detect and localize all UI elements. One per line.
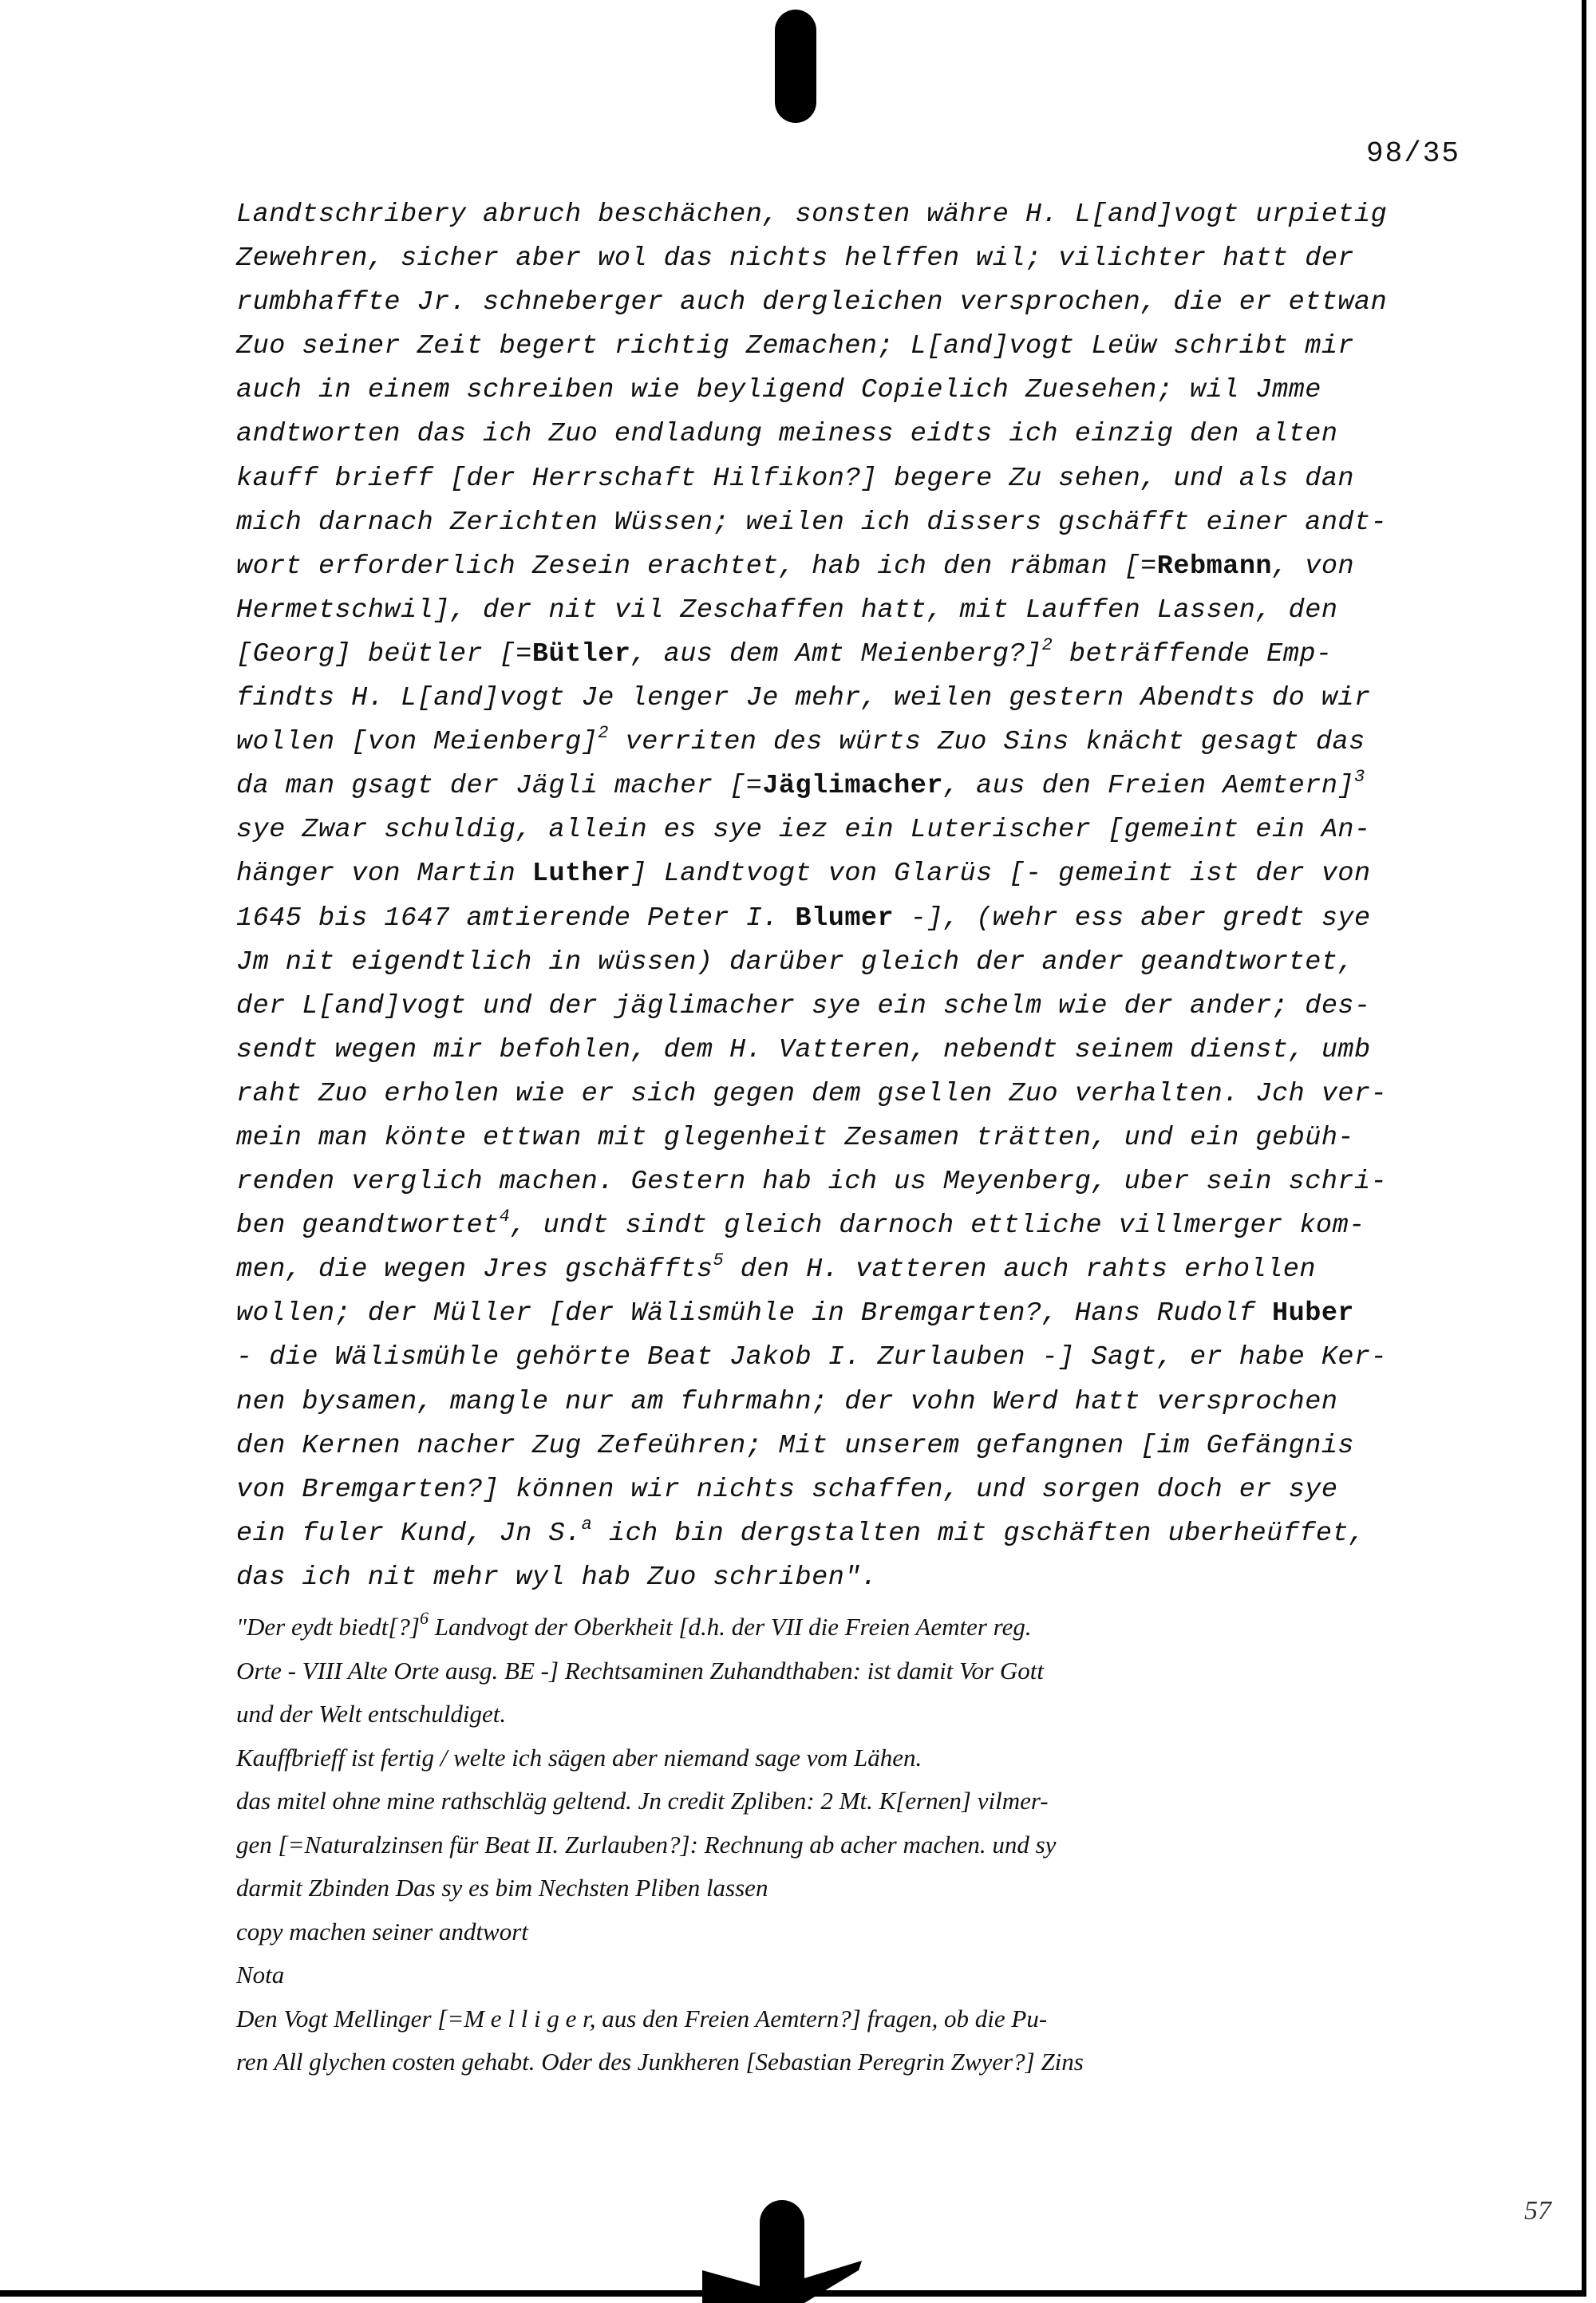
text-segment: Den Vogt Mellinger [=M e l l i g e r, aus den Freien Aemtern?] fragen, ob die Pu-	[236, 2004, 1048, 2032]
text-segment: gen [=Naturalzinsen für Beat II. Zurlauben?]: Rechnung ab acher machen. und sy	[236, 1830, 1057, 1859]
typed-line	[236, 501, 1465, 545]
text-segment: sendt wegen mir befohlen, dem H. Vatteren, nebendt seinem dienst, umb	[236, 1034, 1371, 1065]
handwritten-line	[236, 1736, 1481, 1780]
text-segment: wollen; der Müller [der Wälismühle in Bremgarten?, Hans Rudolf	[236, 1298, 1273, 1329]
bold-name: Rebmann	[1156, 551, 1273, 582]
typed-line	[236, 1116, 1465, 1160]
typed-line	[236, 1512, 1465, 1556]
bold-name: Jäglimacher	[762, 771, 943, 802]
text-segment: findts H. L[and]vogt Je lenger Je mehr, weilen gestern Abendts do wir	[236, 683, 1371, 714]
bold-name: Bütler	[531, 638, 631, 670]
text-segment: mein man könte ettwan mit glegenheit Zesamen trätten, und ein gebüh-	[236, 1122, 1355, 1153]
handwritten-line	[236, 1910, 1481, 1954]
binding-hole-bottom-scribble	[804, 2261, 862, 2303]
text-segment: , undt sindt gleich darnoch ettliche villmerger kom-	[510, 1211, 1365, 1242]
binding-hole-top	[768, 6, 824, 126]
typed-line	[236, 1292, 1465, 1336]
text-segment: -], (wehr ess aber gredt sye	[894, 903, 1371, 934]
footnote-ref: 5	[713, 1250, 725, 1271]
text-segment: ich bin dergstalten mit gschäften uberheüffet,	[592, 1518, 1365, 1549]
text-segment: 1645 bis 1647 amtierende Peter I.	[236, 903, 796, 934]
text-segment: Zewehren, sicher aber wol das nichts helffen wil; vilichter hatt der	[236, 243, 1355, 275]
text-segment: - die Wälismühle gehörte Beat Jakob I. Zurlauben -] Sagt, er habe Ker-	[236, 1342, 1388, 1373]
typed-line	[236, 1029, 1465, 1072]
text-segment: und der Welt entschuldiget.	[236, 1700, 507, 1728]
text-segment: da man gsagt der Jägli macher [=	[236, 771, 763, 802]
bold-name: Blumer	[795, 903, 895, 934]
text-segment: rumbhaffte Jr. schneberger auch dergleichen versprochen, die er ettwan	[236, 287, 1388, 318]
typed-line	[236, 369, 1465, 413]
handwritten-line	[236, 1953, 1481, 1997]
typed-line	[236, 1381, 1465, 1424]
text-segment: , aus den Freien Aemtern]	[942, 771, 1355, 802]
typed-line	[236, 457, 1465, 501]
typed-line	[236, 237, 1465, 281]
text-segment: nen bysamen, mangle nur am fuhrmahn; der vohn Werd hatt versprochen	[236, 1386, 1338, 1417]
text-segment: das mitel ohne mine rathschläg geltend. Jn credit Zpliben: 2 Mt. K[ernen] vilmer-	[236, 1787, 1049, 1815]
typed-line	[236, 852, 1465, 896]
page-number: 98/35	[1366, 137, 1461, 170]
text-segment: copy machen seiner andtwort	[236, 1917, 528, 1946]
typed-line	[236, 193, 1465, 237]
text-segment: auch in einem schreiben wie beyligend Copielich Zuesehen; wil Jmme	[236, 375, 1321, 406]
typed-line	[236, 413, 1465, 456]
handwritten-line	[236, 1997, 1481, 2041]
handwritten-line	[236, 2040, 1481, 2084]
typed-line	[236, 985, 1465, 1029]
handwritten-line	[236, 1649, 1481, 1693]
typed-line	[236, 764, 1465, 808]
text-segment: wort erforderlich Zesein erachtet, hab ich den räbman [=	[236, 551, 1157, 582]
typed-line	[236, 808, 1465, 852]
text-segment: andtworten das ich Zuo endladung meiness eidts ich einzig den alten	[236, 419, 1338, 450]
footnote-ref: a	[581, 1514, 593, 1535]
binding-hole-bottom-torn-edge	[702, 2270, 760, 2303]
text-segment: Orte - VIII Alte Orte ausg. BE -] Rechtsaminen Zuhandthaben: ist damit Vor Gott	[236, 1656, 1044, 1685]
text-segment: wollen [von Meienberg]	[236, 727, 598, 758]
handwritten-line	[236, 1780, 1481, 1823]
handwritten-line	[236, 1606, 1481, 1649]
typed-line	[236, 1336, 1465, 1380]
binding-hole-bottom	[702, 2190, 862, 2303]
typed-line	[236, 1072, 1465, 1116]
text-segment: Landvogt der Oberkheit [d.h. der VII die Freien Aemter reg.	[428, 1613, 1032, 1641]
typed-line	[236, 1160, 1465, 1204]
text-segment: Jm nit eigendtlich in wüssen) darüber gleich der ander geandtwortet,	[236, 946, 1355, 978]
binding-hole-top-lower	[775, 81, 816, 123]
typed-line	[236, 545, 1465, 589]
text-segment: Landtschribery abruch beschächen, sonsten währe H. L[and]vogt urpietig	[236, 199, 1388, 230]
text-segment: Hermetschwil], der nit vil Zeschaffen hatt, mit Lauffen Lassen, den	[236, 595, 1338, 626]
typed-line	[236, 941, 1465, 985]
typed-line	[236, 721, 1465, 764]
typed-line	[236, 633, 1465, 677]
footnote-ref: 4	[499, 1207, 511, 1227]
typed-line	[236, 1424, 1465, 1468]
footnote-ref: 2	[598, 723, 609, 744]
text-segment: ben geandtwortet	[236, 1211, 500, 1242]
typed-line	[236, 1248, 1465, 1292]
text-segment: von Bremgarten?] können wir nichts schaffen, und sorgen doch er sye	[236, 1474, 1338, 1505]
text-segment: ren All glychen costen gehabt. Oder des Junkheren [Sebastian Peregrin Zwyer?] Zins	[236, 2048, 1084, 2076]
archive-corner-mark: 57	[1524, 2196, 1551, 2226]
text-segment: "Der eydt biedt[?]	[236, 1613, 420, 1641]
typed-transcription	[236, 193, 1465, 1600]
text-segment: verriten des würts Zuo Sins knächt gesagt das	[608, 727, 1365, 758]
text-segment: sye Zwar schuldig, allein es sye iez ein Luterischer [gemeint ein An-	[236, 815, 1371, 846]
handwritten-transcription	[236, 1606, 1481, 2084]
binding-hole-bottom-body	[760, 2222, 804, 2303]
typed-line	[236, 1468, 1465, 1512]
text-segment: Zuo seiner Zeit begert richtig Zemachen; L[and]vogt Leüw schribt mir	[236, 331, 1355, 362]
typed-line	[236, 1204, 1465, 1248]
text-segment: hänger von Martin	[236, 859, 532, 890]
text-segment: men, die wegen Jres gschäffts	[236, 1254, 713, 1286]
typed-line	[236, 281, 1465, 325]
handwritten-line	[236, 1866, 1481, 1910]
text-segment: raht Zuo erholen wie er sich gegen dem gsellen Zuo verhalten. Jch ver-	[236, 1078, 1388, 1109]
footnote-ref: 3	[1354, 767, 1365, 788]
text-segment: Nota	[236, 1961, 285, 1989]
text-segment: das ich nit mehr wyl hab Zuo schriben".	[236, 1562, 878, 1593]
text-segment: , von	[1272, 551, 1355, 582]
text-segment: mich darnach Zerichten Wüssen; weilen ich dissers gschäfft einer andt-	[236, 507, 1388, 538]
typed-line	[236, 1556, 1465, 1600]
text-segment: Kauffbrieff ist fertig / welte ich sägen aber niemand sage vom Lähen.	[236, 1743, 922, 1772]
text-segment: der L[and]vogt und der jäglimacher sye ein schelm wie der ander; des-	[236, 990, 1371, 1021]
text-segment: , aus dem Amt Meienberg?]	[630, 638, 1042, 670]
footnote-ref: 2	[1041, 634, 1053, 655]
text-segment: ] Landtvogt von Glarüs [- gemeint ist der von	[630, 859, 1371, 890]
text-segment: beträffende Emp-	[1053, 638, 1333, 670]
text-segment: kauff brieff [der Herrschaft Hilfikon?] begere Zu sehen, und als dan	[236, 463, 1355, 494]
text-segment: renden verglich machen. Gestern hab ich us Meyenberg, uber sein schri-	[236, 1167, 1388, 1198]
typed-line	[236, 325, 1465, 369]
handwritten-line	[236, 1693, 1481, 1736]
typed-line	[236, 589, 1465, 633]
text-segment: den H. vatteren auch rahts erhollen	[724, 1254, 1316, 1286]
text-segment: darmit Zbinden Das sy es bim Nechsten Pliben lassen	[236, 1874, 768, 1902]
bold-name: Luther	[531, 859, 631, 890]
footnote-ref: 6	[419, 1608, 429, 1628]
text-segment: [Georg] beütler [=	[236, 638, 532, 670]
bold-name: Huber	[1272, 1298, 1355, 1329]
text-segment: ein fuler Kund, Jn S.	[236, 1518, 582, 1549]
typed-line	[236, 677, 1465, 721]
typed-line	[236, 897, 1465, 941]
handwritten-line	[236, 1823, 1481, 1867]
text-segment: den Kernen nacher Zug Zefeühren; Mit unserem gefangnen [im Gefängnis	[236, 1430, 1355, 1461]
